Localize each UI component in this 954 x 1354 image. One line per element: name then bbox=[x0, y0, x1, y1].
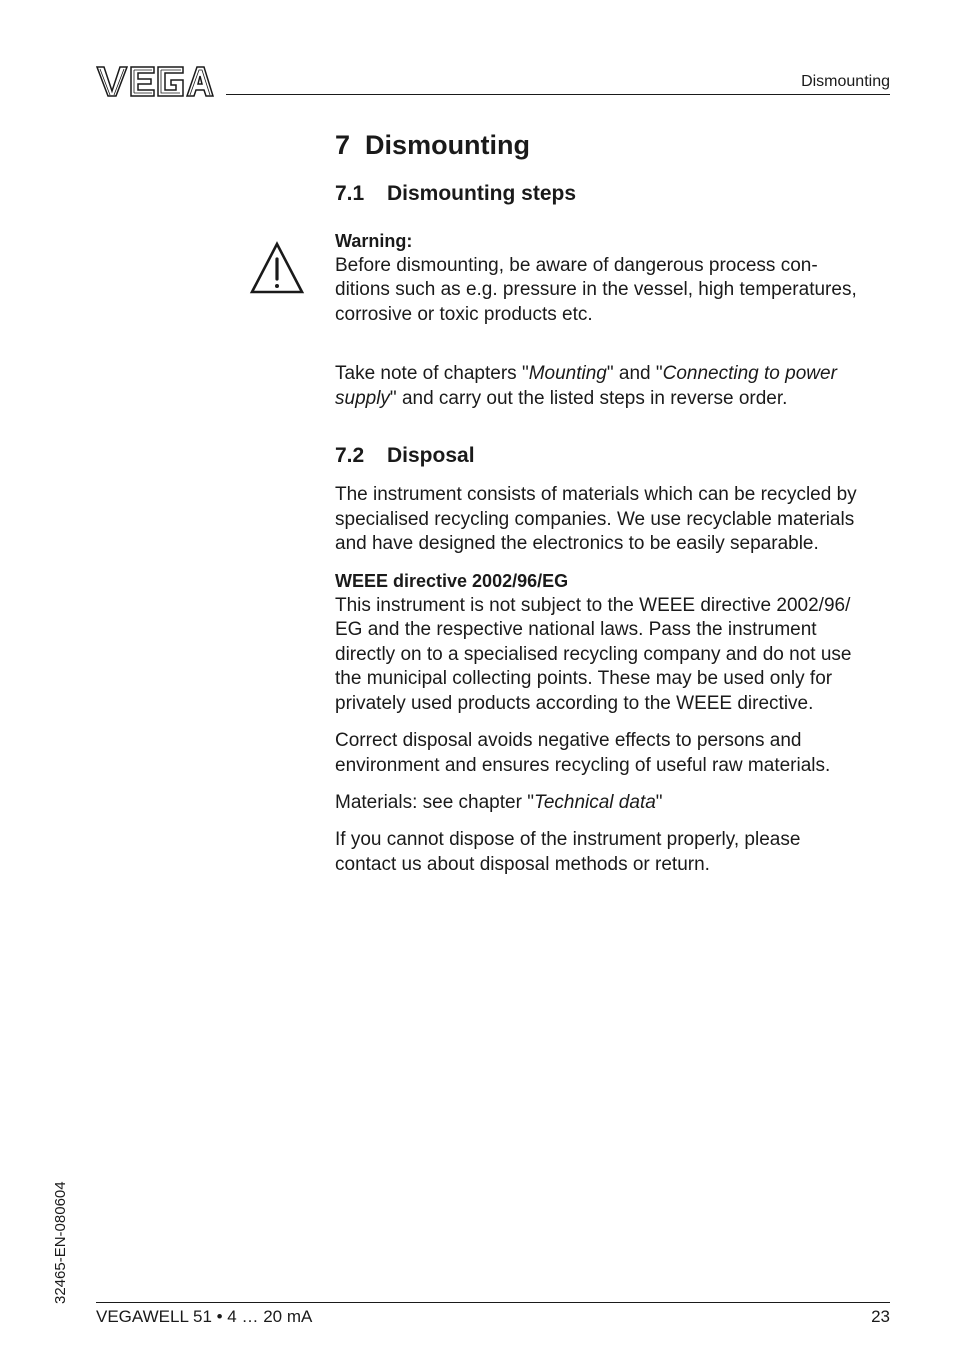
paragraph-line: specialised recycling companies. We use recyclable materials bbox=[335, 508, 855, 530]
note-text: " and " bbox=[606, 363, 663, 384]
weee-heading: WEEE directive 2002/96/EG bbox=[335, 571, 569, 591]
paragraph-line: the municipal collecting points. These may be used only for bbox=[335, 668, 833, 690]
section-number: 7.1 bbox=[335, 182, 365, 205]
chapter-reference-connecting-cont: supply bbox=[335, 387, 390, 409]
dismounting-note bbox=[335, 362, 895, 411]
paragraph-line: EG and the respective national laws. Pass the instrument bbox=[335, 619, 817, 641]
warning-label: Warning: bbox=[335, 231, 413, 251]
paragraph-line: directly on to a specialised recycling company and do not use bbox=[335, 643, 852, 665]
running-header: Dismounting bbox=[801, 73, 890, 90]
chapter-reference-mounting: Mounting bbox=[528, 363, 607, 384]
vega-logo bbox=[96, 64, 214, 98]
chapter-number: 7 bbox=[335, 130, 351, 160]
section-heading-7-1 bbox=[335, 181, 576, 207]
note-text: Take note of chapters " bbox=[335, 363, 529, 384]
paragraph-line: privately used products according to the WEEE directive. bbox=[335, 692, 814, 714]
footer-product: VEGAWELL 51 • 4 … 20 mA bbox=[96, 1307, 313, 1326]
paragraph-line: This instrument is not subject to the WEEE directive 2002/96/ bbox=[335, 594, 851, 616]
header-rule bbox=[226, 94, 890, 95]
correct-disposal-paragraph bbox=[335, 729, 895, 778]
paragraph-line: If you cannot dispose of the instrument properly, please bbox=[335, 829, 801, 850]
section-heading-7-2 bbox=[335, 443, 475, 469]
section-number: 7.2 bbox=[335, 444, 365, 467]
weee-block bbox=[335, 569, 895, 717]
paragraph-line: and have designed the electronics to be easily separable. bbox=[335, 533, 819, 555]
page-number: 23 bbox=[871, 1307, 890, 1326]
chapter-heading bbox=[335, 128, 530, 162]
materials-paragraph bbox=[335, 791, 895, 816]
document-code: 32465-EN-080604 bbox=[52, 1181, 69, 1304]
paragraph-line: environment and ensures recycling of useful raw materials. bbox=[335, 754, 831, 776]
chapter-reference-connecting: Connecting to power bbox=[662, 363, 837, 384]
warning-block bbox=[335, 229, 895, 327]
warning-line: corrosive or toxic products etc. bbox=[335, 303, 593, 325]
contact-paragraph bbox=[335, 828, 895, 877]
warning-line: Before dismounting, be aware of dangerous process con- bbox=[335, 254, 818, 276]
paragraph-line: Correct disposal avoids negative effects to persons and bbox=[335, 730, 802, 751]
section-title: Dismounting steps bbox=[387, 182, 577, 205]
chapter-title: Dismounting bbox=[365, 130, 531, 160]
note-text: " and carry out the listed steps in reverse order. bbox=[389, 387, 788, 409]
paragraph-line: contact us about disposal methods or return. bbox=[335, 853, 710, 875]
paragraph-line: The instrument consists of materials which can be recycled by bbox=[335, 484, 857, 505]
disposal-intro bbox=[335, 483, 895, 557]
footer-rule bbox=[96, 1302, 890, 1303]
warning-line: ditions such as e.g. pressure in the vessel, high temperatures, bbox=[335, 279, 857, 301]
materials-text: " bbox=[655, 792, 663, 813]
materials-text: Materials: see chapter " bbox=[335, 792, 534, 813]
chapter-reference-technical-data: Technical data bbox=[533, 792, 656, 813]
warning-triangle-icon bbox=[249, 241, 305, 295]
section-title: Disposal bbox=[387, 444, 475, 467]
